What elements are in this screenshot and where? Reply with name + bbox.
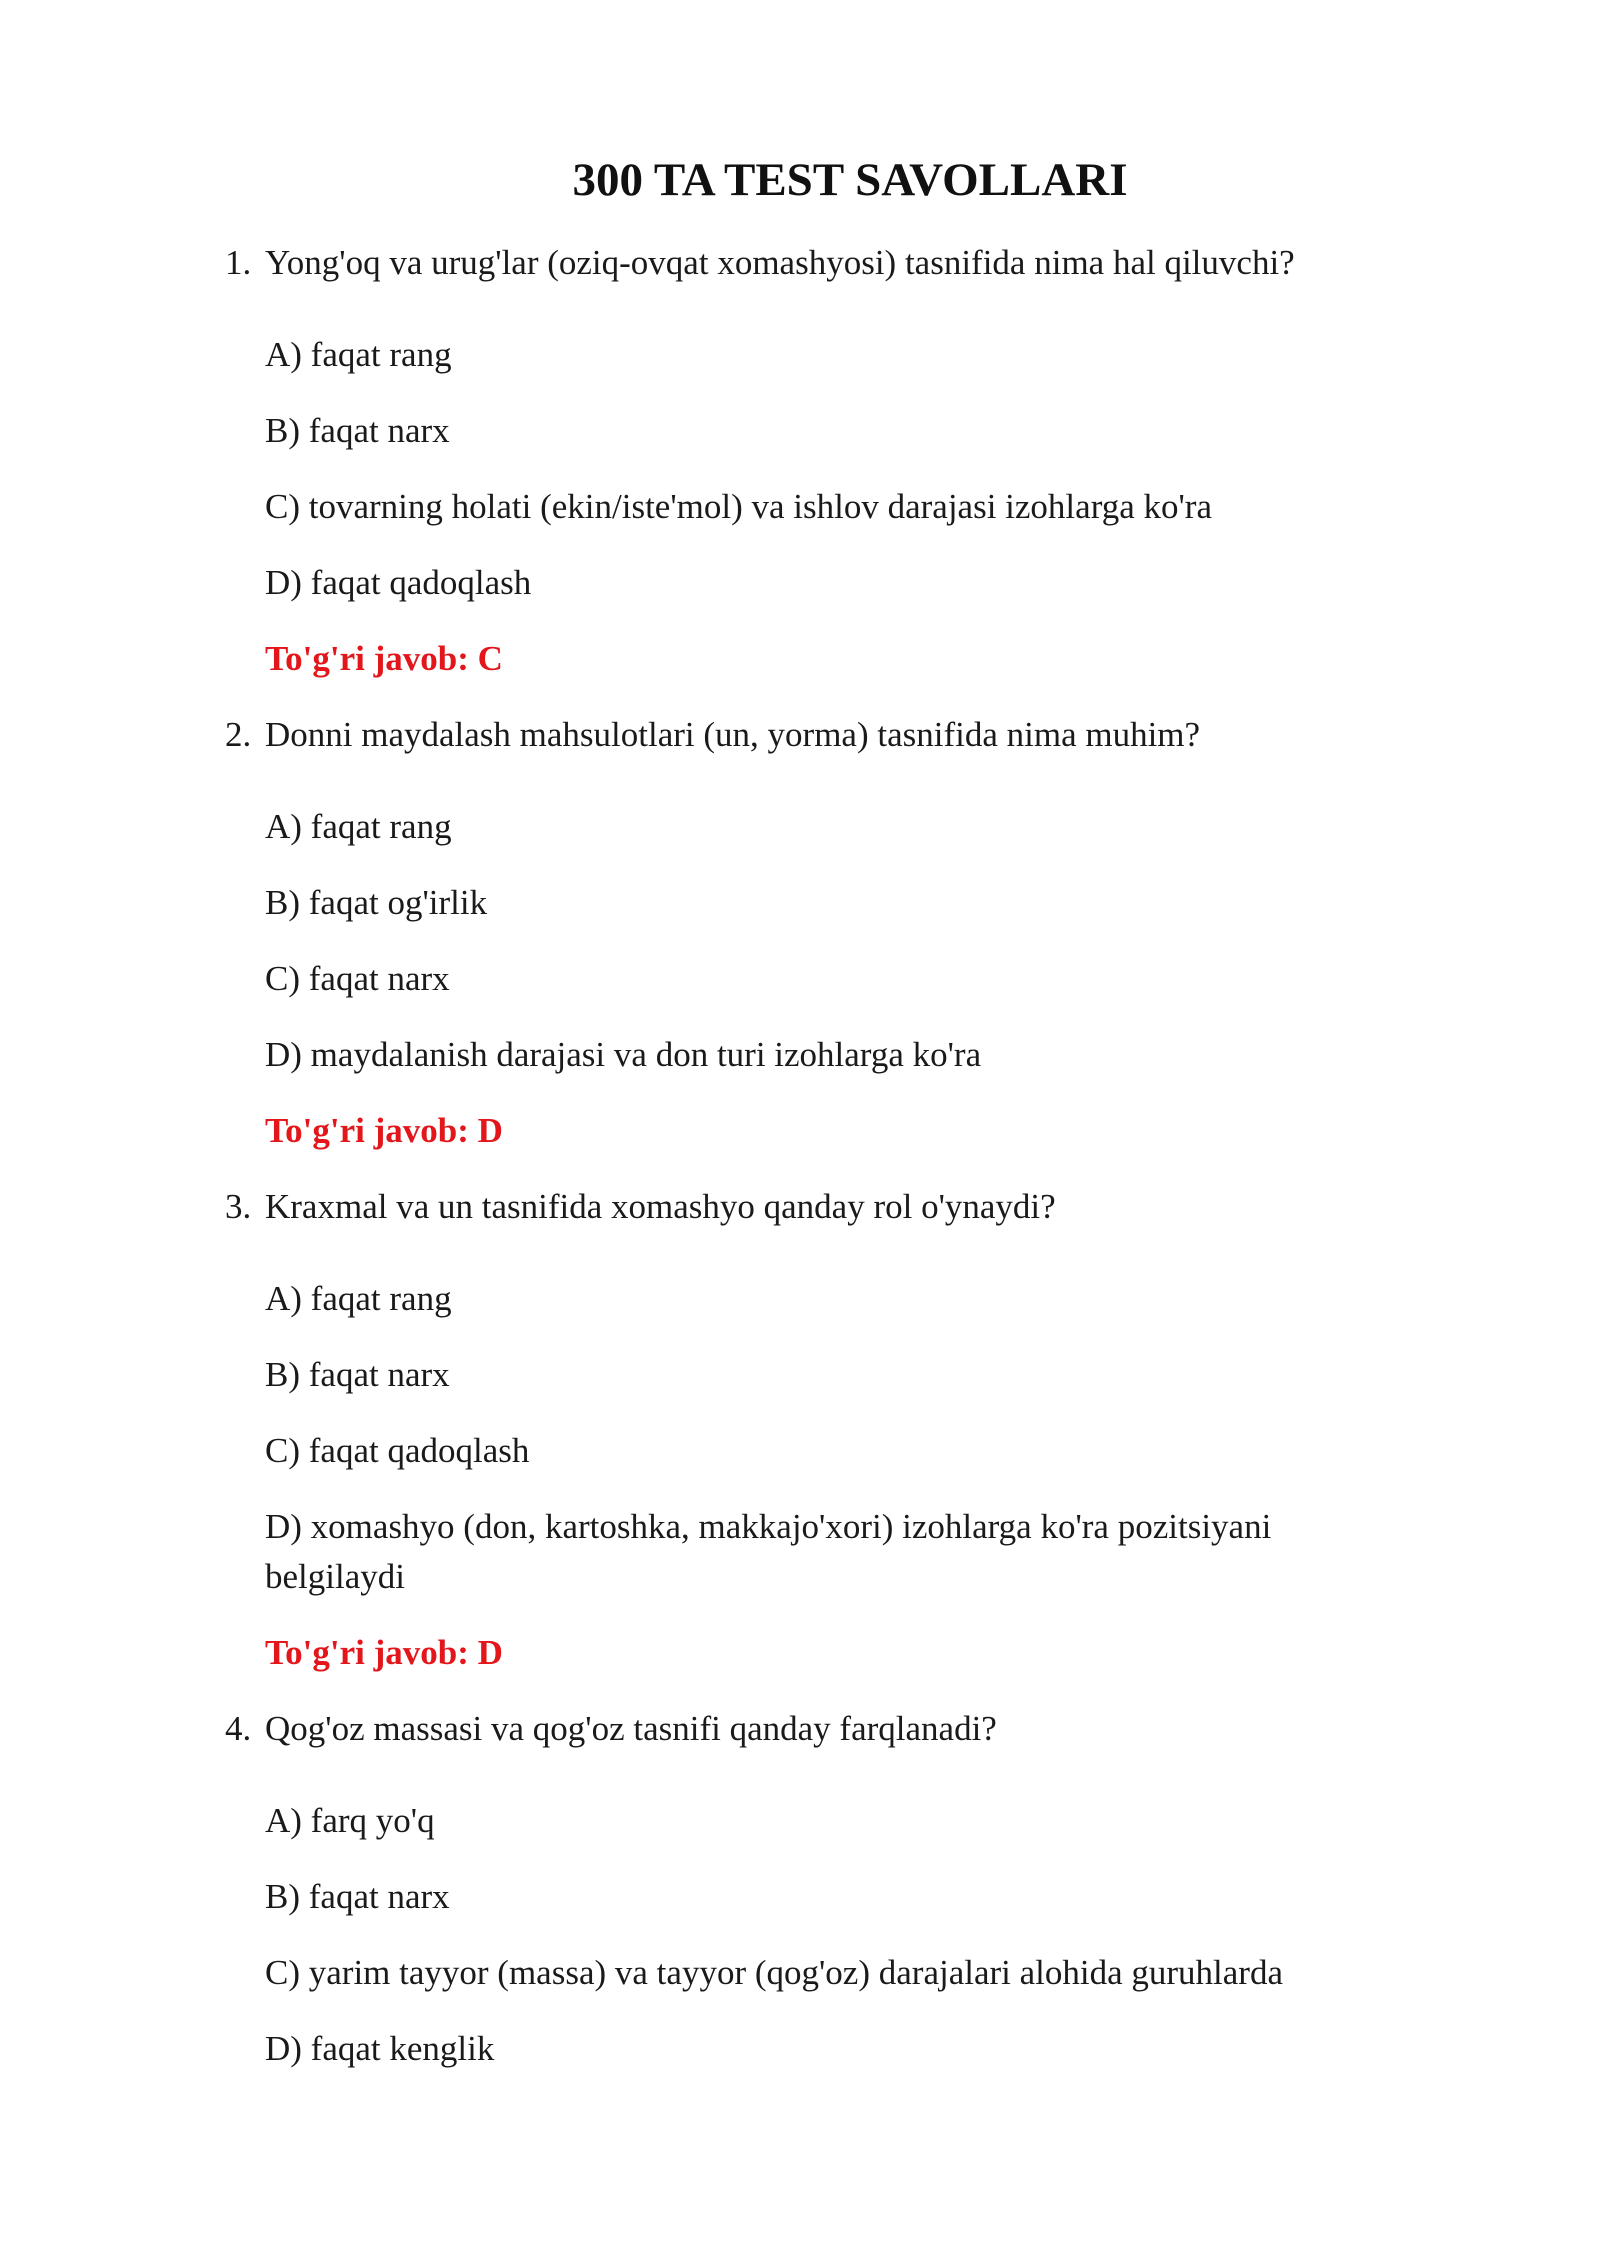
page-title: 300 TA TEST SAVOLLARI xyxy=(572,154,1128,206)
q2-option-b: B) faqat og'irlik xyxy=(265,883,488,922)
question-text: Donni maydalash mahsulotlari (un, yorma) tasnifida nima muhim? xyxy=(265,715,1201,754)
question-2 xyxy=(225,710,1425,760)
question-number: 1. xyxy=(225,243,252,282)
question-number: 2. xyxy=(225,715,252,754)
q2-option-a: A) faqat rang xyxy=(265,807,452,846)
question-4 xyxy=(225,1704,1425,1754)
q3-option-a: A) faqat rang xyxy=(265,1279,452,1318)
q3-option-c: C) faqat qadoqlash xyxy=(265,1431,530,1470)
q4-option-a: A) farq yo'q xyxy=(265,1801,435,1840)
question-number: 3. xyxy=(225,1187,252,1226)
question-text: Kraxmal va un tasnifida xomashyo qanday rol o'ynaydi? xyxy=(265,1187,1056,1226)
q4-option-b: B) faqat narx xyxy=(265,1877,450,1916)
question-3 xyxy=(225,1182,1425,1232)
q4-option-c: C) yarim tayyor (massa) va tayyor (qog'oz) darajalari alohida guruhlarda xyxy=(265,1953,1283,1992)
q1-option-d: D) faqat qadoqlash xyxy=(265,563,532,602)
q3-correct-answer: To'g'ri javob: D xyxy=(265,1633,503,1672)
q1-correct-answer: To'g'ri javob: C xyxy=(265,639,503,678)
q2-option-d: D) maydalanish darajasi va don turi izohlarga ko'ra xyxy=(265,1035,982,1074)
q3-option-b: B) faqat narx xyxy=(265,1355,450,1394)
q1-option-a: A) faqat rang xyxy=(265,335,452,374)
question-1 xyxy=(225,238,1425,288)
q1-option-c: C) tovarning holati (ekin/iste'mol) va ishlov darajasi izohlarga ko'ra xyxy=(265,487,1212,526)
q1-option-b: B) faqat narx xyxy=(265,411,450,450)
question-text: Yong'oq va urug'lar (oziq-ovqat xomashyosi) tasnifida nima hal qiluvchi? xyxy=(265,243,1295,282)
question-text: Qog'oz massasi va qog'oz tasnifi qanday farqlanadi? xyxy=(265,1709,997,1748)
q4-option-d: D) faqat kenglik xyxy=(265,2029,495,2068)
q3-option-d: D) xomashyo (don, kartoshka, makkajo'xori) izohlarga ko'ra pozitsiyani belgilaydi xyxy=(265,1507,1272,1596)
question-number: 4. xyxy=(225,1709,252,1748)
q2-correct-answer: To'g'ri javob: D xyxy=(265,1111,503,1150)
q2-option-c: C) faqat narx xyxy=(265,959,450,998)
